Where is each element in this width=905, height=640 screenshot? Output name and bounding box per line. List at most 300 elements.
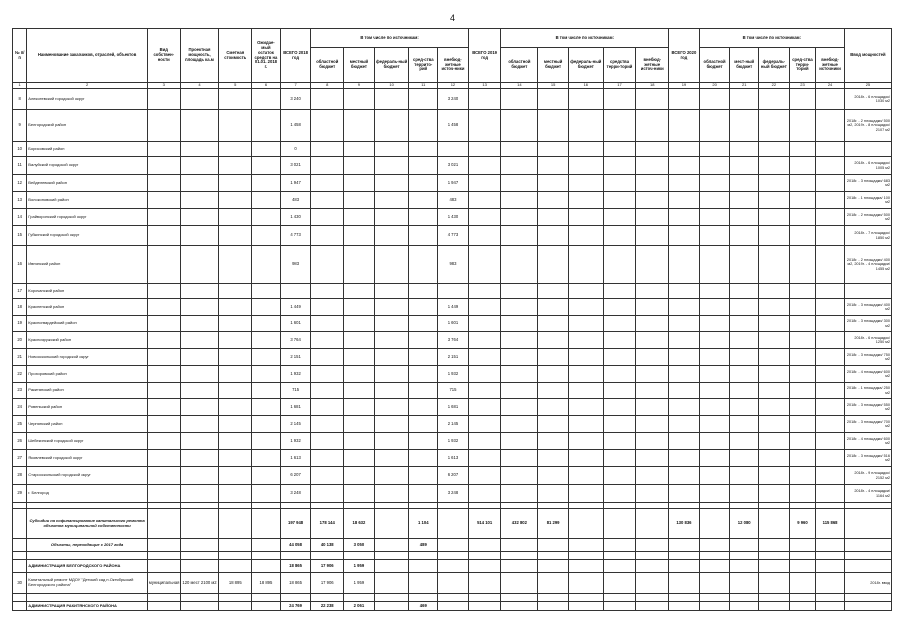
table-cell: 3 248 — [438, 485, 469, 503]
table-cell — [409, 110, 438, 142]
table-cell — [789, 284, 816, 299]
table-cell — [538, 284, 569, 299]
table-cell — [374, 110, 409, 142]
table-cell — [789, 560, 816, 573]
row-name: Красногвардейский район — [27, 316, 148, 332]
row-number: 28 — [13, 467, 27, 485]
table-cell — [409, 192, 438, 209]
table-cell — [603, 332, 636, 349]
table-cell — [636, 226, 669, 246]
table-cell — [468, 416, 501, 433]
table-cell — [699, 552, 730, 560]
column-index-cell: 8 — [311, 83, 344, 89]
table-cell — [699, 142, 730, 157]
district-row — [13, 209, 892, 226]
table-cell — [636, 316, 669, 332]
table-cell — [219, 299, 252, 316]
table-cell: 18 895 — [219, 573, 252, 594]
district-row — [13, 157, 892, 175]
table-cell — [603, 573, 636, 594]
row-number: 19 — [13, 316, 27, 332]
table-cell — [730, 602, 759, 611]
table-cell — [344, 467, 375, 485]
table-cell — [669, 366, 700, 383]
table-cell — [219, 594, 252, 602]
table-cell — [789, 467, 816, 485]
table-cell — [568, 157, 603, 175]
table-cell — [669, 157, 700, 175]
table-cell: 715 — [438, 383, 469, 399]
table-cell — [409, 399, 438, 416]
table-cell — [252, 316, 281, 332]
table-cell — [180, 284, 219, 299]
table-cell — [219, 246, 252, 284]
table-cell — [501, 594, 538, 602]
table-cell — [311, 594, 344, 602]
table-cell — [816, 142, 845, 157]
column-index-cell: 18 — [636, 83, 669, 89]
table-cell — [374, 560, 409, 573]
table-cell — [730, 573, 759, 594]
table-cell — [180, 349, 219, 366]
table-cell — [147, 110, 180, 142]
table-cell — [538, 316, 569, 332]
table-cell: 44 058 — [280, 539, 311, 552]
table-cell — [252, 383, 281, 399]
table-cell — [699, 433, 730, 450]
table-cell: 514 101 — [468, 509, 501, 539]
table-cell — [252, 299, 281, 316]
table-cell: 983 — [280, 246, 311, 284]
row-number: 22 — [13, 366, 27, 383]
table-cell — [789, 299, 816, 316]
table-cell — [816, 552, 845, 560]
header-capacity: Проектная мощность, площадь ка.м — [180, 29, 219, 83]
table-cell: 12 080 — [730, 509, 759, 539]
table-cell — [468, 485, 501, 503]
table-cell — [603, 316, 636, 332]
table-cell: 18 632 — [344, 509, 375, 539]
table-cell — [311, 399, 344, 416]
table-cell — [501, 299, 538, 316]
table-cell — [252, 209, 281, 226]
row-name: Алексеевский городской округ — [27, 89, 148, 110]
table-cell — [311, 246, 344, 284]
table-cell — [468, 89, 501, 110]
table-cell — [180, 552, 219, 560]
table-cell — [538, 399, 569, 416]
table-cell — [438, 594, 469, 602]
table-cell — [759, 573, 790, 594]
table-cell — [501, 383, 538, 399]
table-cell — [730, 433, 759, 450]
table-cell — [438, 552, 469, 560]
row-number: 13 — [13, 192, 27, 209]
row-name: Вейделевский район — [27, 175, 148, 192]
table-cell — [636, 366, 669, 383]
table-cell — [759, 467, 790, 485]
table-cell — [669, 175, 700, 192]
table-cell — [759, 226, 790, 246]
admin-row — [13, 560, 892, 573]
table-cell — [252, 509, 281, 539]
district-row — [13, 332, 892, 349]
power-cell: 2018г. - 2 площадки/ 500 м2 — [844, 209, 891, 226]
table-cell — [13, 552, 27, 560]
power-cell: 2018г. - 1 площадка/ 100 м2 — [844, 192, 891, 209]
table-cell — [219, 316, 252, 332]
header-total-2020: ВСЕГО 2020 год — [669, 29, 700, 83]
table-cell — [669, 552, 700, 560]
table-cell — [603, 366, 636, 383]
table-cell — [147, 383, 180, 399]
table-cell — [816, 175, 845, 192]
column-index-cell: 11 — [409, 83, 438, 89]
table-cell — [568, 209, 603, 226]
column-index-cell: 24 — [816, 83, 845, 89]
table-cell — [438, 573, 469, 594]
table-cell — [147, 450, 180, 467]
table-cell — [468, 467, 501, 485]
table-cell — [759, 246, 790, 284]
district-row — [13, 383, 892, 399]
table-cell — [147, 332, 180, 349]
table-cell — [280, 594, 311, 602]
table-cell — [344, 450, 375, 467]
table-cell: 3 248 — [280, 485, 311, 503]
table-cell — [147, 209, 180, 226]
table-cell — [789, 110, 816, 142]
table-cell — [759, 366, 790, 383]
table-cell — [501, 467, 538, 485]
table-cell — [669, 142, 700, 157]
table-cell — [468, 560, 501, 573]
table-cell — [816, 594, 845, 602]
district-row — [13, 142, 892, 157]
table-cell — [344, 552, 375, 560]
district-row — [13, 175, 892, 192]
table-cell — [816, 316, 845, 332]
table-cell — [603, 509, 636, 539]
table-cell — [219, 450, 252, 467]
table-cell — [374, 573, 409, 594]
table-cell — [669, 573, 700, 594]
table-cell — [438, 509, 469, 539]
table-cell: 18 895 — [252, 573, 281, 594]
table-cell — [409, 560, 438, 573]
table-body — [13, 83, 892, 611]
table-cell — [636, 509, 669, 539]
row-name: Чернянский район — [27, 416, 148, 433]
table-cell — [344, 89, 375, 110]
header-src-2018: областной бюджет — [311, 48, 344, 83]
header-src-2019: внебюд-жетные источ-ники — [636, 48, 669, 83]
table-cell: 3 050 — [344, 539, 375, 552]
table-cell — [180, 175, 219, 192]
power-cell — [844, 602, 891, 611]
table-cell — [603, 383, 636, 399]
table-cell — [311, 110, 344, 142]
table-cell: 715 — [280, 383, 311, 399]
table-cell: 1 458 — [280, 110, 311, 142]
table-cell — [501, 209, 538, 226]
table-cell — [219, 332, 252, 349]
table-cell — [568, 399, 603, 416]
table-cell — [180, 157, 219, 175]
table-cell — [252, 594, 281, 602]
row-name: АДМИНИСТРАЦИЯ БЕЛГОРОДСКОГО РАЙОНА — [27, 560, 148, 573]
table-cell — [669, 433, 700, 450]
row-name: Краснояружский район — [27, 332, 148, 349]
table-cell: 1 430 — [280, 209, 311, 226]
row-name: Прохоровский район — [27, 366, 148, 383]
table-cell — [409, 450, 438, 467]
column-index-cell: 3 — [147, 83, 180, 89]
table-cell — [409, 142, 438, 157]
power-cell — [844, 539, 891, 552]
table-cell — [730, 539, 759, 552]
header-src-2019: областной бюджет — [501, 48, 538, 83]
table-cell — [147, 299, 180, 316]
table-cell — [409, 383, 438, 399]
table-cell — [344, 594, 375, 602]
table-cell — [468, 332, 501, 349]
table-cell — [409, 552, 438, 560]
table-cell — [252, 226, 281, 246]
column-index-cell: 20 — [699, 83, 730, 89]
table-cell — [789, 349, 816, 366]
table-cell — [568, 560, 603, 573]
table-cell — [699, 594, 730, 602]
table-cell — [568, 192, 603, 209]
table-cell: 1 932 — [280, 433, 311, 450]
table-cell — [280, 552, 311, 560]
table-cell — [409, 485, 438, 503]
table-cell — [699, 383, 730, 399]
row-number: 26 — [13, 433, 27, 450]
row-name: Волоконовский район — [27, 192, 148, 209]
table-cell — [538, 416, 569, 433]
table-cell — [669, 594, 700, 602]
column-index-cell: 10 — [374, 83, 409, 89]
table-cell — [759, 552, 790, 560]
table-cell — [538, 142, 569, 157]
table-cell — [816, 433, 845, 450]
column-index-cell: 14 — [501, 83, 538, 89]
table-cell — [501, 175, 538, 192]
table-cell: 2 061 — [344, 602, 375, 611]
table-cell — [538, 485, 569, 503]
table-cell — [219, 416, 252, 433]
table-cell — [730, 209, 759, 226]
table-cell — [669, 485, 700, 503]
table-cell — [730, 560, 759, 573]
table-cell — [636, 349, 669, 366]
row-number: 21 — [13, 349, 27, 366]
table-cell — [501, 552, 538, 560]
table-cell — [699, 539, 730, 552]
power-cell: 2018г. - 3 площадки/ 750 м2 — [844, 349, 891, 366]
table-cell — [409, 573, 438, 594]
table-cell — [219, 383, 252, 399]
table-cell — [568, 299, 603, 316]
table-cell — [730, 594, 759, 602]
table-cell — [538, 467, 569, 485]
table-cell — [816, 157, 845, 175]
table-cell — [730, 366, 759, 383]
table-cell — [669, 284, 700, 299]
header-src-2020: областной бюджет — [699, 48, 730, 83]
table-cell — [699, 399, 730, 416]
table-cell — [699, 110, 730, 142]
column-index-cell: 6 — [252, 83, 281, 89]
table-cell — [468, 157, 501, 175]
table-cell — [816, 573, 845, 594]
power-cell — [844, 142, 891, 157]
table-cell — [759, 284, 790, 299]
column-index-cell: 21 — [730, 83, 759, 89]
district-row — [13, 485, 892, 503]
table-cell — [147, 175, 180, 192]
table-cell — [501, 560, 538, 573]
row-number: 9 — [13, 110, 27, 142]
table-cell — [730, 142, 759, 157]
table-cell — [699, 175, 730, 192]
column-index-cell: 1 — [13, 83, 27, 89]
table-cell: 483 — [280, 192, 311, 209]
table-cell — [603, 175, 636, 192]
header-ownership: Вид собствен-ности — [147, 29, 180, 83]
table-cell — [730, 383, 759, 399]
row-name: Валуйский городской округ — [27, 157, 148, 175]
table-cell — [699, 299, 730, 316]
table-cell: 0 — [280, 142, 311, 157]
power-cell: 2018г. - 3 площадки/ 400 м2 — [844, 299, 891, 316]
table-cell — [789, 209, 816, 226]
table-cell — [636, 450, 669, 467]
header-total-2018: ВСЕГО 2018 год — [280, 29, 311, 83]
table-cell — [501, 142, 538, 157]
table-cell — [374, 602, 409, 611]
table-cell: 115 868 — [816, 509, 845, 539]
table-cell — [147, 246, 180, 284]
row-name: Ракитянский район — [27, 383, 148, 399]
table-cell — [374, 192, 409, 209]
table-cell — [789, 552, 816, 560]
table-cell: 4 773 — [438, 226, 469, 246]
table-cell — [636, 552, 669, 560]
table-cell: 17 906 — [311, 573, 344, 594]
table-cell — [147, 467, 180, 485]
table-cell — [636, 332, 669, 349]
table-cell — [636, 467, 669, 485]
table-cell — [374, 246, 409, 284]
table-cell — [180, 433, 219, 450]
table-cell — [311, 316, 344, 332]
table-cell — [501, 573, 538, 594]
table-cell — [219, 284, 252, 299]
table-cell — [789, 332, 816, 349]
table-cell — [147, 157, 180, 175]
table-cell — [219, 209, 252, 226]
table-cell: 983 — [438, 246, 469, 284]
table-cell — [219, 467, 252, 485]
table-cell — [636, 485, 669, 503]
row-name: Яковлевский городской округ — [27, 450, 148, 467]
subsidy-row — [13, 509, 892, 539]
table-cell — [538, 299, 569, 316]
table-cell: 1 613 — [280, 450, 311, 467]
row-name: Ивнянский район — [27, 246, 148, 284]
table-cell — [252, 560, 281, 573]
power-cell — [844, 509, 891, 539]
table-cell — [538, 552, 569, 560]
power-cell: 2018г. - 4 площадки/ 600 м2 — [844, 433, 891, 450]
table-cell — [759, 433, 790, 450]
table-cell: 4 773 — [280, 226, 311, 246]
table-cell — [669, 316, 700, 332]
table-cell: 483 — [438, 192, 469, 209]
table-cell — [468, 539, 501, 552]
table-cell: 3 240 — [438, 89, 469, 110]
table-cell — [374, 594, 409, 602]
table-cell — [468, 594, 501, 602]
table-cell — [538, 110, 569, 142]
table-cell — [344, 299, 375, 316]
header-remaining: Ожидае-мый остаток средств на 01.01. 2018 г. — [252, 29, 281, 83]
table-cell — [344, 142, 375, 157]
table-cell — [759, 560, 790, 573]
table-cell — [180, 399, 219, 416]
table-cell — [789, 316, 816, 332]
table-cell — [468, 450, 501, 467]
table-cell: 6 207 — [438, 467, 469, 485]
row-name: Борисовский район — [27, 142, 148, 157]
table-cell — [501, 366, 538, 383]
table-cell — [409, 433, 438, 450]
table-cell — [344, 110, 375, 142]
table-cell — [568, 316, 603, 332]
table-cell — [13, 594, 27, 602]
table-cell — [468, 284, 501, 299]
table-cell — [219, 192, 252, 209]
table-cell — [180, 316, 219, 332]
table-cell — [438, 142, 469, 157]
district-row — [13, 226, 892, 246]
table-cell — [699, 573, 730, 594]
header-cost: Сметная стоимость — [219, 29, 252, 83]
table-cell — [538, 349, 569, 366]
header-src-2020: внебюд-жетные источники — [816, 48, 845, 83]
table-cell — [438, 602, 469, 611]
table-cell — [468, 142, 501, 157]
table-cell — [311, 142, 344, 157]
table-cell — [501, 539, 538, 552]
table-cell — [438, 539, 469, 552]
table-cell — [180, 416, 219, 433]
table-cell — [374, 209, 409, 226]
table-cell — [374, 383, 409, 399]
table-cell — [147, 192, 180, 209]
table-cell — [669, 192, 700, 209]
table-cell — [180, 192, 219, 209]
table-cell — [409, 316, 438, 332]
table-cell — [180, 366, 219, 383]
table-cell — [816, 192, 845, 209]
table-cell: 1 104 — [409, 509, 438, 539]
table-cell — [409, 175, 438, 192]
table-cell — [568, 366, 603, 383]
